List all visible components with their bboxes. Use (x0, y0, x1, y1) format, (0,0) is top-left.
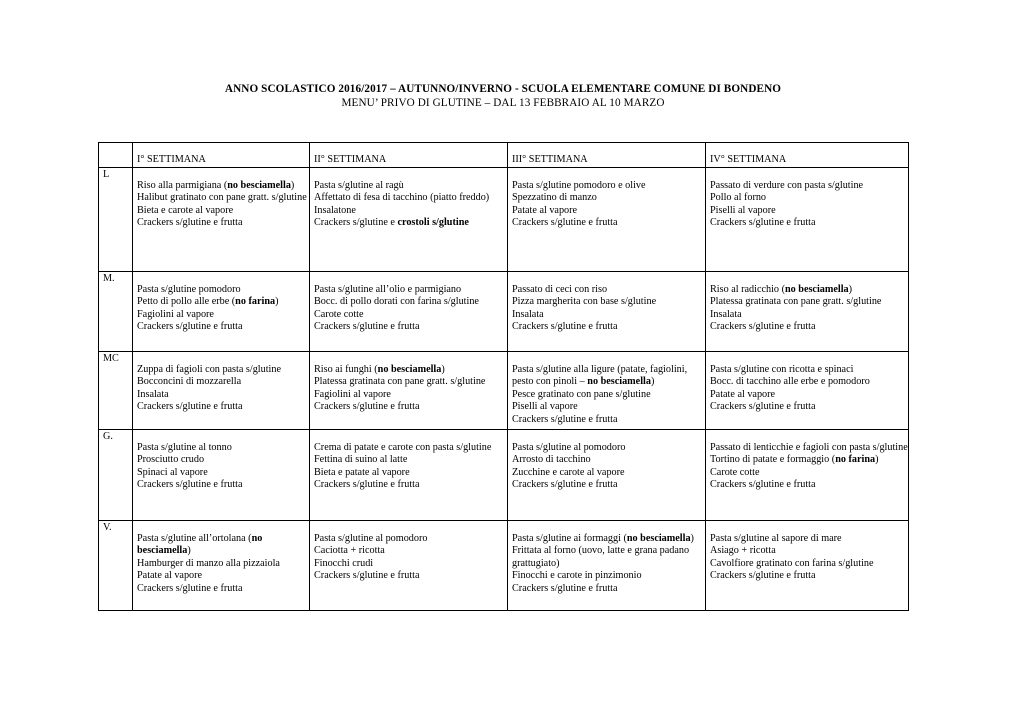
dish-note-bold: no farina (835, 454, 876, 466)
dish-text: Carote cotte (710, 466, 760, 478)
dish-line (314, 217, 507, 230)
dish-line (710, 389, 908, 402)
dish-text: Crackers s/glutine e frutta (512, 582, 618, 594)
dish-line (710, 321, 908, 334)
dish-text: Pasta s/glutine al ragù (314, 179, 404, 191)
dish-line (512, 583, 705, 596)
menu-cell-week-3 (508, 167, 706, 271)
dish-line (512, 467, 705, 480)
dish-line (512, 284, 705, 297)
dish-text: Fagiolini al vapore (137, 308, 214, 320)
dish-line (314, 467, 507, 480)
dish-line (314, 309, 507, 322)
dish-text: Pasta s/glutine ai formaggi ( (512, 532, 627, 544)
day-row (99, 351, 909, 429)
header-week-2: II° SETTIMANA (310, 143, 508, 168)
dish-note-bold: no besciamella (137, 532, 263, 557)
dish-text: Pasta s/glutine al pomodoro (512, 441, 626, 453)
dish-text: Affettato di fesa di tacchino (piatto freddo) (314, 192, 490, 204)
dish-text: Asiago + ricotta (710, 545, 776, 557)
dish-text: Finocchi crudi (314, 557, 374, 569)
day-label: L (99, 167, 133, 271)
menu-cell-week-2 (310, 351, 508, 429)
dish-line (137, 180, 309, 193)
dish-text: Insalata (512, 308, 544, 320)
day-row (99, 271, 909, 351)
day-label: MC (99, 351, 133, 429)
dish-line (512, 442, 705, 455)
dish-text: Crackers s/glutine e frutta (137, 217, 243, 229)
dish-note-bold: crostoli s/glutine (397, 217, 469, 229)
dish-line (512, 389, 705, 402)
day-label: V. (99, 520, 133, 610)
dish-line (710, 479, 908, 492)
dish-text: Crema di patate e carote con pasta s/glutine (314, 441, 492, 453)
dish-line (314, 284, 507, 297)
dish-line (137, 533, 309, 558)
dish-text: Patate al vapore (512, 204, 578, 216)
dish-text: Cavolfiore gratinato con farina s/glutine (710, 557, 874, 569)
dish-text: Crackers s/glutine e frutta (314, 570, 420, 582)
dish-text: ) (848, 283, 853, 295)
dish-text: Crackers s/glutine e frutta (137, 401, 243, 413)
dish-line (314, 376, 507, 389)
dish-line (314, 364, 507, 377)
dish-note-bold: no besciamella (784, 283, 849, 295)
dish-text: Passato di verdure con pasta s/glutine (710, 179, 864, 191)
dish-text: Pasta s/glutine all’olio e parmigiano (314, 283, 462, 295)
dish-text: Frittata al forno (uovo, latte e grana padano grattugiato) (512, 545, 690, 569)
dish-text: Bocc. di tacchino alle erbe e pomodoro (710, 376, 870, 388)
dish-line (710, 454, 908, 467)
dish-line (314, 192, 507, 205)
menu-cell-week-2 (310, 520, 508, 610)
dish-line (314, 205, 507, 218)
dish-text: Crackers s/glutine e frutta (710, 401, 816, 413)
dish-text: ) (441, 363, 445, 375)
dish-text: Patate al vapore (710, 388, 776, 400)
dish-text: Bocc. di pollo dorati con farina s/glutine (314, 296, 479, 308)
dish-line (710, 296, 908, 309)
header-week-3: III° SETTIMANA (508, 143, 706, 168)
dish-line (137, 321, 309, 334)
dish-text: Crackers s/glutine e frutta (512, 217, 618, 229)
dish-text: Crackers s/glutine e frutta (710, 570, 816, 582)
menu-cell-week-1 (133, 520, 310, 610)
dish-text: ) (187, 545, 191, 557)
dish-text: Riso al radicchio ( (710, 283, 785, 295)
dish-text: Platessa gratinata con pane gratt. s/glutine (710, 296, 882, 308)
dish-line (137, 376, 309, 389)
dish-text: Pesce gratinato con pane s/glutine (512, 388, 651, 400)
menu-cell-week-2 (310, 271, 508, 351)
document-title: ANNO SCOLASTICO 2016/2017 – AUTUNNO/INVERNO - SCUOLA ELEMENTARE COMUNE DI BONDENO (224, 83, 782, 95)
dish-line (512, 364, 705, 389)
dish-line (512, 192, 705, 205)
dish-line (512, 545, 705, 570)
dish-line (512, 570, 705, 583)
dish-text: Pasta s/glutine al sapore di mare (710, 532, 842, 544)
day-label: M. (99, 271, 133, 351)
dish-line (314, 558, 507, 571)
dish-text: Pasta s/glutine al pomodoro (314, 532, 428, 544)
dish-text: Crackers s/glutine e frutta (137, 582, 243, 594)
dish-line (710, 284, 908, 297)
day-row (99, 520, 909, 610)
header-row (99, 143, 909, 168)
header-week-1: I° SETTIMANA (133, 143, 310, 168)
dish-line (710, 401, 908, 414)
dish-line (710, 192, 908, 205)
dish-text: Riso ai funghi ( (314, 363, 378, 375)
menu-cell-week-4 (706, 167, 909, 271)
dish-line (710, 545, 908, 558)
dish-text: Bieta e carote al vapore (137, 204, 234, 216)
dish-line (512, 414, 705, 427)
dish-line (710, 180, 908, 193)
dish-text: Passato di ceci con riso (512, 283, 608, 295)
dish-text: Pasta s/glutine pomodoro (137, 283, 241, 295)
dish-text: ) (650, 376, 655, 388)
dish-text: Crackers s/glutine e frutta (710, 217, 816, 229)
dish-line (137, 389, 309, 402)
dish-text: Insalatone (314, 204, 356, 216)
dish-line (137, 192, 309, 205)
dish-line (710, 217, 908, 230)
dish-line (710, 558, 908, 571)
dish-line (314, 296, 507, 309)
dish-line (512, 479, 705, 492)
dish-line (137, 583, 309, 596)
dish-text: ) (290, 179, 295, 191)
dish-line (314, 321, 507, 334)
dish-text: ) (875, 454, 879, 466)
dish-line (137, 205, 309, 218)
menu-cell-week-4 (706, 271, 909, 351)
dish-text: Crackers s/glutine e frutta (314, 321, 420, 333)
dish-line (314, 570, 507, 583)
dish-text: Insalata (710, 308, 742, 320)
dish-text: Crackers s/glutine e frutta (137, 479, 243, 491)
menu-cell-week-3 (508, 520, 706, 610)
menu-table (98, 142, 909, 611)
dish-line (137, 296, 309, 309)
menu-cell-week-4 (706, 429, 909, 520)
dish-line (512, 180, 705, 193)
dish-line (314, 479, 507, 492)
document-subtitle: MENU’ PRIVO DI GLUTINE – DAL 13 FEBBRAIO AL 10 MARZO (341, 97, 665, 109)
dish-text: Crackers s/glutine e frutta (512, 413, 618, 425)
corner-cell (99, 143, 133, 168)
dish-text: Pasta s/glutine pomodoro e olive (512, 179, 646, 191)
dish-text: Spinaci al vapore (137, 466, 208, 478)
dish-text: Petto di pollo alle erbe ( (137, 296, 236, 308)
dish-text: Tortino di patate e formaggio ( (710, 454, 836, 466)
dish-text: Finocchi e carote in pinzimonio (512, 570, 642, 582)
day-label: G. (99, 429, 133, 520)
dish-line (710, 376, 908, 389)
dish-text: Zucchine e carote al vapore (512, 466, 625, 478)
dish-line (710, 205, 908, 218)
dish-note-bold: no besciamella (227, 179, 291, 191)
dish-text: Crackers s/glutine e frutta (137, 321, 243, 333)
dish-line (137, 442, 309, 455)
dish-text: Fagiolini al vapore (314, 388, 391, 400)
dish-line (314, 401, 507, 414)
dish-text: Pizza margherita con base s/glutine (512, 296, 657, 308)
dish-line (710, 467, 908, 480)
dish-line (137, 570, 309, 583)
dish-text: Riso alla parmigiana ( (137, 179, 228, 191)
menu-cell-week-1 (133, 167, 310, 271)
dish-text: Patate al vapore (137, 570, 203, 582)
dish-line (137, 467, 309, 480)
dish-text: Spezzatino di manzo (512, 192, 597, 204)
header-week-4: IV° SETTIMANA (706, 143, 909, 168)
dish-text: Crackers s/glutine e frutta (710, 479, 816, 491)
dish-text: Piselli al vapore (512, 401, 578, 413)
dish-note-bold: no besciamella (626, 532, 691, 544)
menu-cell-week-3 (508, 429, 706, 520)
menu-cell-week-1 (133, 429, 310, 520)
dish-text: Crackers s/glutine e frutta (314, 479, 420, 491)
dish-line (512, 205, 705, 218)
dish-line (512, 217, 705, 230)
dish-line (512, 454, 705, 467)
dish-line (314, 442, 507, 455)
dish-line (512, 401, 705, 414)
dish-line (710, 309, 908, 322)
dish-note-bold: no farina (235, 296, 276, 308)
menu-cell-week-3 (508, 351, 706, 429)
dish-line (512, 309, 705, 322)
dish-line (314, 533, 507, 546)
dish-text: Crackers s/glutine e frutta (314, 401, 420, 413)
dish-line (314, 454, 507, 467)
dish-line (710, 570, 908, 583)
dish-line (137, 558, 309, 571)
dish-text: Pollo al forno (710, 192, 767, 204)
dish-text: Halibut gratinato con pane gratt. s/glutine (137, 192, 307, 204)
dish-text: Arrosto di tacchino (512, 454, 591, 466)
menu-cell-week-3 (508, 271, 706, 351)
dish-text: ) (275, 296, 279, 308)
dish-text: Crackers s/glutine e frutta (512, 321, 618, 333)
dish-text: Pasta s/glutine con ricotta e spinaci (710, 363, 854, 375)
dish-text: Passato di lenticchie e fagioli con pasta s/glutine (710, 441, 908, 453)
dish-line (137, 364, 309, 377)
dish-text: Crackers s/glutine e frutta (710, 321, 816, 333)
dish-line (137, 401, 309, 414)
dish-text: ) (690, 532, 694, 544)
dish-text: Bocconcini di mozzarella (137, 376, 242, 388)
dish-line (137, 217, 309, 230)
dish-line (710, 533, 908, 546)
dish-line (512, 321, 705, 334)
dish-text: Carote cotte (314, 308, 364, 320)
dish-line (314, 545, 507, 558)
dish-text: Pasta s/glutine alla ligure (patate, fagiolini, pesto con pinoli – (512, 363, 688, 388)
dish-text: Zuppa di fagioli con pasta s/glutine (137, 363, 282, 375)
dish-text: Piselli al vapore (710, 204, 776, 216)
dish-text: Crackers s/glutine e frutta (512, 479, 618, 491)
dish-text: Prosciutto crudo (137, 454, 205, 466)
dish-line (137, 454, 309, 467)
dish-line (314, 389, 507, 402)
dish-text: Fettina di suino al latte (314, 454, 408, 466)
menu-cell-week-1 (133, 271, 310, 351)
menu-cell-week-1 (133, 351, 310, 429)
dish-text: Insalata (137, 388, 169, 400)
dish-text: Pasta s/glutine all’ortolana ( (137, 532, 252, 544)
dish-note-bold: no besciamella (587, 376, 651, 388)
dish-line (710, 442, 908, 455)
dish-text: Pasta s/glutine al tonno (137, 441, 232, 453)
dish-line (137, 479, 309, 492)
day-row (99, 167, 909, 271)
dish-line (512, 533, 705, 546)
dish-text: Platessa gratinata con pane gratt. s/glutine (314, 376, 486, 388)
menu-cell-week-4 (706, 520, 909, 610)
dish-text: Caciotta + ricotta (314, 545, 385, 557)
menu-cell-week-2 (310, 167, 508, 271)
dish-text: Bieta e patate al vapore (314, 466, 410, 478)
menu-cell-week-4 (706, 351, 909, 429)
dish-line (512, 296, 705, 309)
dish-line (137, 309, 309, 322)
dish-text: Hamburger di manzo alla pizzaiola (137, 557, 280, 569)
dish-line (710, 364, 908, 377)
dish-note-bold: no besciamella (377, 363, 442, 375)
dish-line (137, 284, 309, 297)
dish-text: Crackers s/glutine e (314, 217, 398, 229)
menu-cell-week-2 (310, 429, 508, 520)
dish-line (314, 180, 507, 193)
day-row (99, 429, 909, 520)
